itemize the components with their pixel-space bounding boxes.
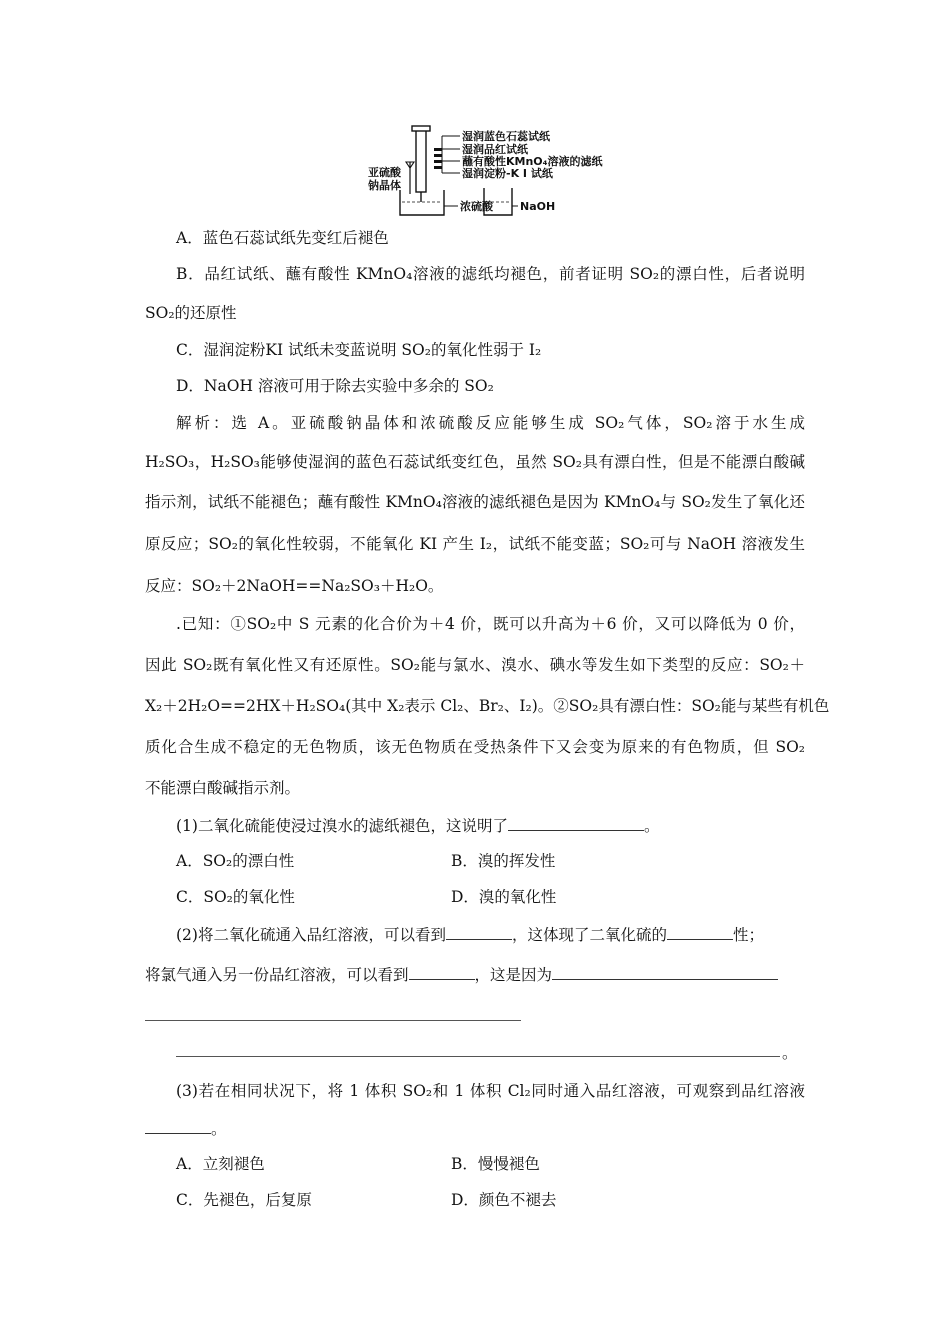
q2-end: 。 <box>782 1044 798 1062</box>
known-line-2: 因此 SO₂既有氧化性又有还原性。SO₂能与氯水、溴水、碘水等发生如下类型的反应：SO₂＋ <box>145 656 805 674</box>
q3-answer-blank[interactable] <box>145 1118 211 1134</box>
q2-part-1: (2)将二氧化硫通入品红溶液，可以看到 <box>176 926 446 944</box>
label-conc-acid: 浓硫酸 <box>460 200 493 213</box>
q1-stem-row <box>176 815 659 836</box>
q1-option-a: A．SO₂的漂白性 <box>176 852 295 870</box>
known-line-3: X₂＋2H₂O==2HX＋H₂SO₄(其中 X₂表示 Cl₂、Br₂、I₂)。②SO₂具有漂白性：SO₂能与某些有机色 <box>145 697 830 715</box>
analysis-line-3: 指示剂，试纸不能褪色；蘸有酸性 KMnO₄溶液的滤纸褪色是因为 KMnO₄与 SO₂发生了氧化还 <box>145 493 805 511</box>
q2-line-1 <box>176 924 764 945</box>
option-c: C．湿润淀粉KI 试纸未变蓝说明 SO₂的氧化性弱于 I₂ <box>176 341 542 359</box>
known-line-1: .已知：①SO₂中 S 元素的化合价为＋4 价，既可以升高为＋6 价，又可以降低为 0 价， <box>176 615 805 633</box>
q1-answer-blank[interactable] <box>508 815 644 831</box>
option-a: A．蓝色石蕊试纸先变红后褪色 <box>176 229 389 247</box>
label-naoh: NaOH <box>520 200 556 213</box>
known-line-4: 质化合生成不稳定的无色物质，该无色物质在受热条件下又会变为原来的有色物质，但 SO₂ <box>145 738 805 756</box>
label-starch: 湿润淀粉-K I 试纸 <box>462 167 553 180</box>
q2-answer-rule-2[interactable] <box>176 1056 780 1057</box>
q3-option-a: A．立刻褪色 <box>176 1155 265 1173</box>
label-sulfite-crystal: 钠晶体 <box>368 179 401 192</box>
q2-blank-2[interactable] <box>667 924 733 940</box>
q2-part-5: ，这是因为 <box>474 966 553 984</box>
q3-stem: (3)若在相同状况下，将 1 体积 SO₂和 1 体积 Cl₂同时通入品红溶液，可观察到品红溶液 <box>176 1082 805 1100</box>
option-d: D．NaOH 溶液可用于除去实验中多余的 SO₂ <box>176 377 494 395</box>
q2-part-4: 将氯气通入另一份品红溶液，可以看到 <box>145 966 409 984</box>
q2-blank-1[interactable] <box>446 924 512 940</box>
q2-line-2 <box>145 964 778 985</box>
q1-end: 。 <box>643 817 660 835</box>
option-b-line1: B．品红试纸、蘸有酸性 KMnO₄溶液的滤纸均褪色，前者证明 SO₂的漂白性，后者说明 <box>176 265 805 283</box>
q1-stem: (1)二氧化硫能使浸过溴水的滤纸褪色，这说明了 <box>176 817 508 835</box>
apparatus-figure <box>366 122 616 222</box>
q3-option-c: C．先褪色，后复原 <box>176 1191 312 1209</box>
q2-part-3: 性； <box>732 926 764 944</box>
q2-answer-rule-1[interactable] <box>145 1020 521 1021</box>
q2-blank-4[interactable] <box>552 964 778 980</box>
analysis-line-5: 反应：SO₂＋2NaOH==Na₂SO₃＋H₂O。 <box>145 577 444 595</box>
q2-blank-3[interactable] <box>409 964 475 980</box>
known-line-5: 不能漂白酸碱指示剂。 <box>145 779 301 797</box>
analysis-line-1: 解析：选 A。亚硫酸钠晶体和浓硫酸反应能够生成 SO₂气体，SO₂溶于水生成 <box>176 414 805 432</box>
q1-option-b: B．溴的挥发性 <box>451 852 556 870</box>
label-kmno4: 蘸有酸性KMnO₄溶液的滤纸 <box>462 155 603 168</box>
q3-end: 。 <box>211 1120 227 1138</box>
label-sulfite: 亚硫酸 <box>368 166 401 179</box>
q2-part-2: ，这体现了二氧化硫的 <box>511 926 667 944</box>
option-b-line2: SO₂的还原性 <box>145 304 237 322</box>
analysis-line-4: 原反应；SO₂的氧化性较弱，不能氧化 KI 产生 I₂，试纸不能变蓝；SO₂可与 NaOH 溶液发生 <box>145 535 805 553</box>
apparatus-diagram <box>366 122 616 222</box>
label-pinpaper: 湿润品红试纸 <box>462 143 528 156</box>
q1-option-d: D．溴的氧化性 <box>451 888 557 906</box>
analysis-line-2: H₂SO₃，H₂SO₃能够使湿润的蓝色石蕊试纸变红色，虽然 SO₂具有漂白性，但是不能漂白酸碱 <box>145 453 805 471</box>
q1-option-c: C．SO₂的氧化性 <box>176 888 295 906</box>
label-litmus: 湿润蓝色石蕊试纸 <box>462 130 550 143</box>
q3-option-b: B．慢慢褪色 <box>451 1155 540 1173</box>
q3-option-d: D．颜色不褪去 <box>451 1191 557 1209</box>
q3-stem-row-2 <box>145 1118 227 1139</box>
